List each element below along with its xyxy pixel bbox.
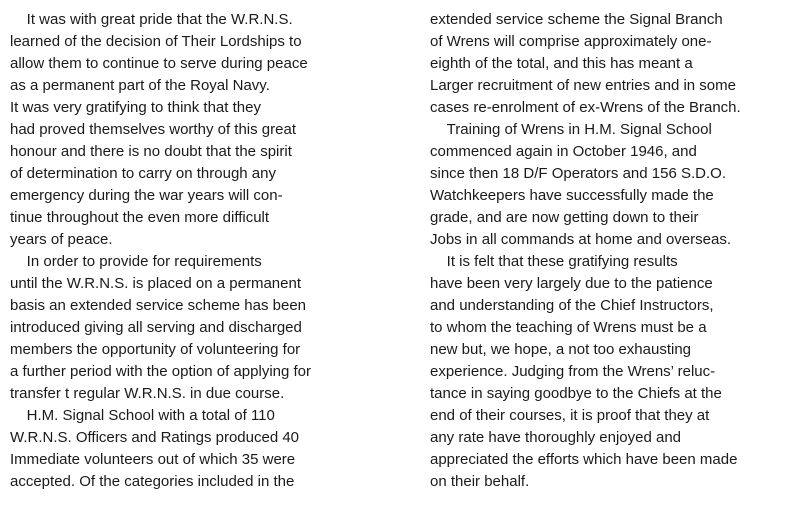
- right-text-column: [430, 9, 785, 493]
- text-line: allow them to continue to serve during peace: [10, 55, 308, 72]
- text-line: appreciated the efforts which have been made: [430, 451, 738, 468]
- text-line: experience. Judging from the Wrens’ reluc-: [430, 363, 716, 380]
- text-line: introduced giving all serving and discharged: [10, 319, 302, 336]
- text-line: and understanding of the Chief Instructors,: [430, 297, 714, 314]
- text-line: have been very largely due to the patience: [430, 275, 713, 292]
- text-line: extended service scheme the Signal Branch: [430, 11, 723, 28]
- text-line: new but, we hope, a not too exhausting: [430, 341, 692, 358]
- text-line: W.R.N.S. Officers and Ratings produced 40: [10, 429, 300, 446]
- text-line: tance in saying goodbye to the Chiefs at the: [430, 385, 722, 402]
- text-line: Jobs in all commands at home and overseas.: [430, 231, 731, 248]
- left-text-column: [10, 9, 395, 493]
- text-line: It was with great pride that the W.R.N.S.: [10, 11, 293, 28]
- text-line: end of their courses, it is proof that they at: [430, 407, 710, 424]
- text-line: It is felt that these gratifying results: [430, 253, 678, 270]
- text-line: as a permanent part of the Royal Navy.: [10, 77, 270, 94]
- text-line: transfer t regular W.R.N.S. in due course.: [10, 385, 285, 402]
- text-line: H.M. Signal School with a total of 110: [10, 407, 275, 424]
- text-line: on their behalf.: [430, 473, 530, 490]
- text-line: Immediate volunteers out of which 35 were: [10, 451, 296, 468]
- text-line: accepted. Of the categories included in the: [10, 473, 295, 490]
- text-line: learned of the decision of Their Lordships to: [10, 33, 302, 50]
- text-line: since then 18 D/F Operators and 156 S.D.O.: [430, 165, 726, 182]
- text-line: a further period with the option of applying for: [10, 363, 312, 380]
- text-line: of Wrens will comprise approximately one-: [430, 33, 712, 50]
- text-line: emergency during the war years will con-: [10, 187, 283, 204]
- text-line: to whom the teaching of Wrens must be a: [430, 319, 707, 336]
- text-line: grade, and are now getting down to their: [430, 209, 699, 226]
- text-line: Training of Wrens in H.M. Signal School: [430, 121, 712, 138]
- text-line: years of peace.: [10, 231, 113, 248]
- text-line: until the W.R.N.S. is placed on a permanent: [10, 275, 301, 292]
- text-line: It was very gratifying to think that they: [10, 99, 261, 116]
- text-line: Watchkeepers have successfully made the: [430, 187, 714, 204]
- text-line: tinue throughout the even more difficult: [10, 209, 270, 226]
- text-line: cases re-enrolment of ex-Wrens of the Branch.: [430, 99, 741, 116]
- text-line: any rate have thoroughly enjoyed and: [430, 429, 682, 446]
- text-line: members the opportunity of volunteering for: [10, 341, 301, 358]
- text-line: eighth of the total, and this has meant a: [430, 55, 693, 72]
- text-line: Larger recruitment of new entries and in some: [430, 77, 736, 94]
- text-line: commenced again in October 1946, and: [430, 143, 697, 160]
- text-line: of determination to carry on through any: [10, 165, 276, 182]
- text-line: had proved themselves worthy of this great: [10, 121, 296, 138]
- text-line: basis an extended service scheme has been: [10, 297, 307, 314]
- text-line: honour and there is no doubt that the spirit: [10, 143, 292, 160]
- text-line: In order to provide for requirements: [10, 253, 262, 270]
